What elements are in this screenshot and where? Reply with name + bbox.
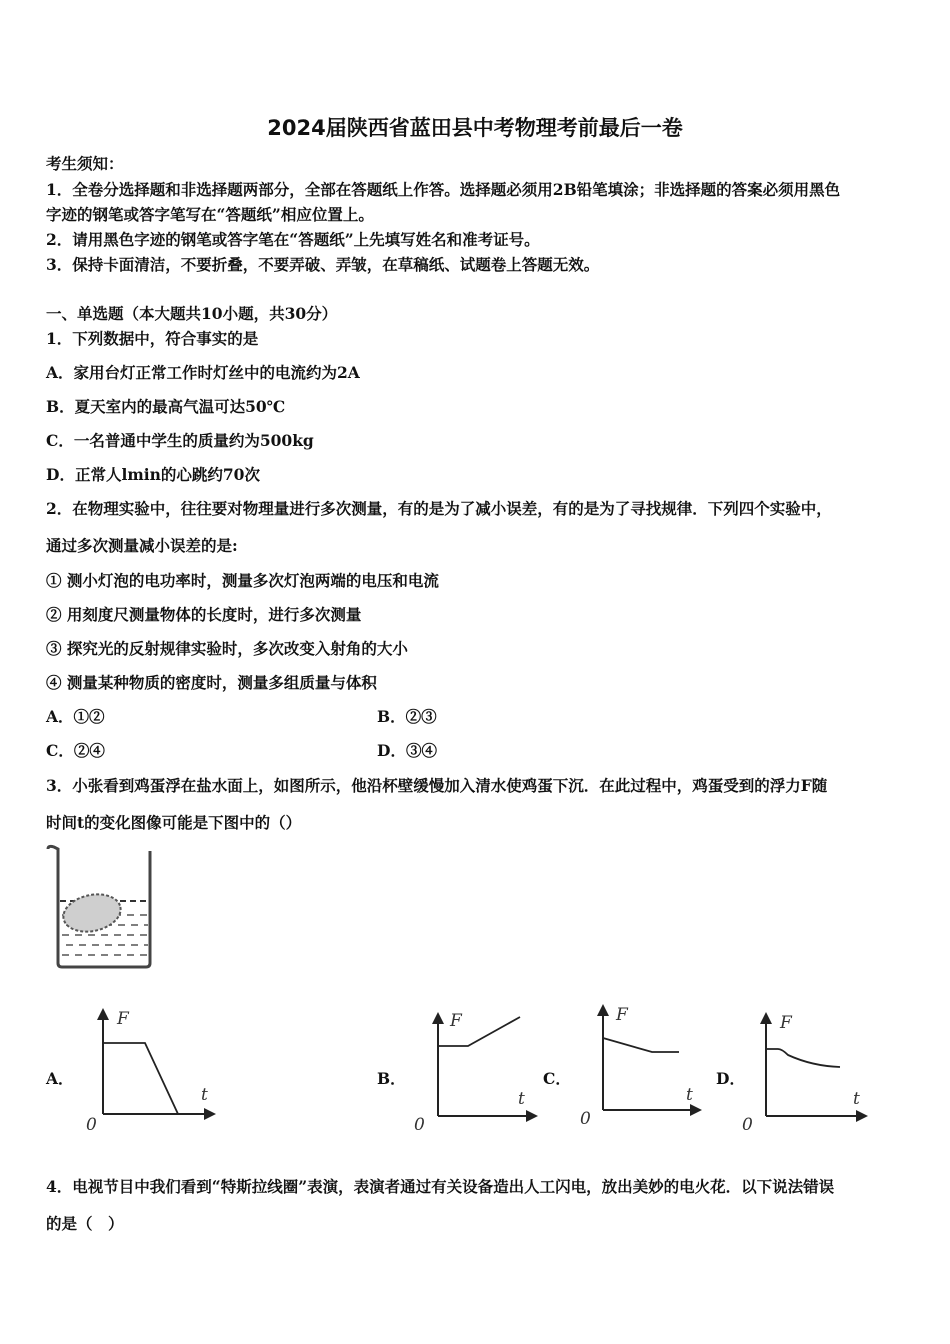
q3-stem-line-1: 3．小张看到鸡蛋浮在盐水面上，如图所示，他沿杯壁缓慢加入清水使鸡蛋下沉．在此过程中，鸡蛋受到的浮力F随 <box>46 776 828 795</box>
notice-item-1-line-1: 1．全卷分选择题和非选择题两部分，全部在答题纸上作答。选择题必须用2B铅笔填涂；非选择题的答案必须用黑色 <box>46 180 841 199</box>
notice-item-3: 3．保持卡面清洁，不要折叠，不要弄破、弄皱，在草稿纸、试题卷上答题无效。 <box>46 255 600 274</box>
q3-graph-a-origin: 0 <box>86 1115 97 1135</box>
notice-item-2: 2．请用黑色字迹的钢笔或答字笔在“答题纸”上先填写姓名和准考证号。 <box>46 230 540 249</box>
q3-graph-d-curve <box>766 1049 840 1067</box>
q2-stem-line-1: 2．在物理实验中，往往要对物理量进行多次测量，有的是为了减小误差，有的是为了寻找规律．下列四个实验中， <box>46 499 832 518</box>
page-title: 2024届陕西省蓝田县中考物理考前最后一卷 <box>267 116 683 140</box>
q3-graph-b-x-label: t <box>518 1089 525 1109</box>
q3-graph-a-label: A． <box>46 1069 74 1088</box>
q2-option-d: D．③④ <box>377 741 437 760</box>
q1-option-c: C．一名普通中学生的质量约为500kg <box>46 431 314 450</box>
q2-option-b: B．②③ <box>377 707 437 726</box>
q3-graph-c-label: C． <box>543 1069 571 1088</box>
q3-graph-d-y-label: F <box>780 1013 792 1033</box>
q2-statement-2: ② 用刻度尺测量物体的长度时，进行多次测量 <box>46 605 362 624</box>
q4-stem-line-1: 4．电视节目中我们看到“特斯拉线圈”表演，表演者通过有关设备造出人工闪电，放出美妙的电火花．以下说法错误 <box>46 1177 835 1196</box>
q2-statement-1: ① 测小灯泡的电功率时，测量多次灯泡两端的电压和电流 <box>46 571 439 590</box>
notice-heading: 考生须知： <box>46 154 124 173</box>
q2-statement-3: ③ 探究光的反射规律实验时，多次改变入射角的大小 <box>46 639 408 658</box>
q1-stem: 1．下列数据中，符合事实的是 <box>46 329 259 348</box>
q3-graph-b-y-label: F <box>450 1011 462 1031</box>
q4-stem-line-2: 的是（ ） <box>46 1214 124 1233</box>
q3-graph-d-origin: 0 <box>742 1115 753 1135</box>
q3-graph-a-y-label: F <box>117 1009 129 1029</box>
q3-graph-a <box>80 1002 225 1137</box>
q1-option-d: D．正常人lmin的心跳约70次 <box>46 465 260 484</box>
q3-graph-b-origin: 0 <box>414 1115 425 1135</box>
q3-graph-c <box>576 998 711 1128</box>
q2-stem-line-2: 通过多次测量减小误差的是: <box>46 536 238 555</box>
notice-item-1-line-2: 字迹的钢笔或答字笔写在“答题纸”相应位置上。 <box>46 205 374 224</box>
section-heading: 一、单选题（本大题共10小题，共30分） <box>46 304 338 323</box>
q2-statement-4: ④ 测量某种物质的密度时，测量多组质量与体积 <box>46 673 377 692</box>
q1-option-a: A．家用台灯正常工作时灯丝中的电流约为2A <box>46 363 360 382</box>
q3-graph-b-label: B． <box>377 1069 406 1088</box>
q3-graph-d <box>742 1006 877 1136</box>
q1-option-b: B．夏天室内的最高气温可达50℃ <box>46 397 286 416</box>
q3-graph-a-curve <box>103 1043 178 1114</box>
q2-option-c: C．②④ <box>46 741 105 760</box>
q3-graph-b <box>412 1006 547 1136</box>
q3-graph-c-curve <box>603 1038 679 1052</box>
q3-graph-d-label: D． <box>716 1069 745 1088</box>
q3-graph-a-x-label: t <box>201 1085 208 1105</box>
q3-stem-line-2: 时间t的变化图像可能是下图中的（） <box>46 813 302 832</box>
q3-graph-c-origin: 0 <box>580 1109 591 1129</box>
q3-graph-c-y-label: F <box>616 1005 628 1025</box>
q3-graph-d-x-label: t <box>853 1089 860 1109</box>
q2-option-a: A．①② <box>46 707 105 726</box>
q3-graph-c-x-label: t <box>686 1085 693 1105</box>
beaker-egg-figure <box>46 843 156 969</box>
